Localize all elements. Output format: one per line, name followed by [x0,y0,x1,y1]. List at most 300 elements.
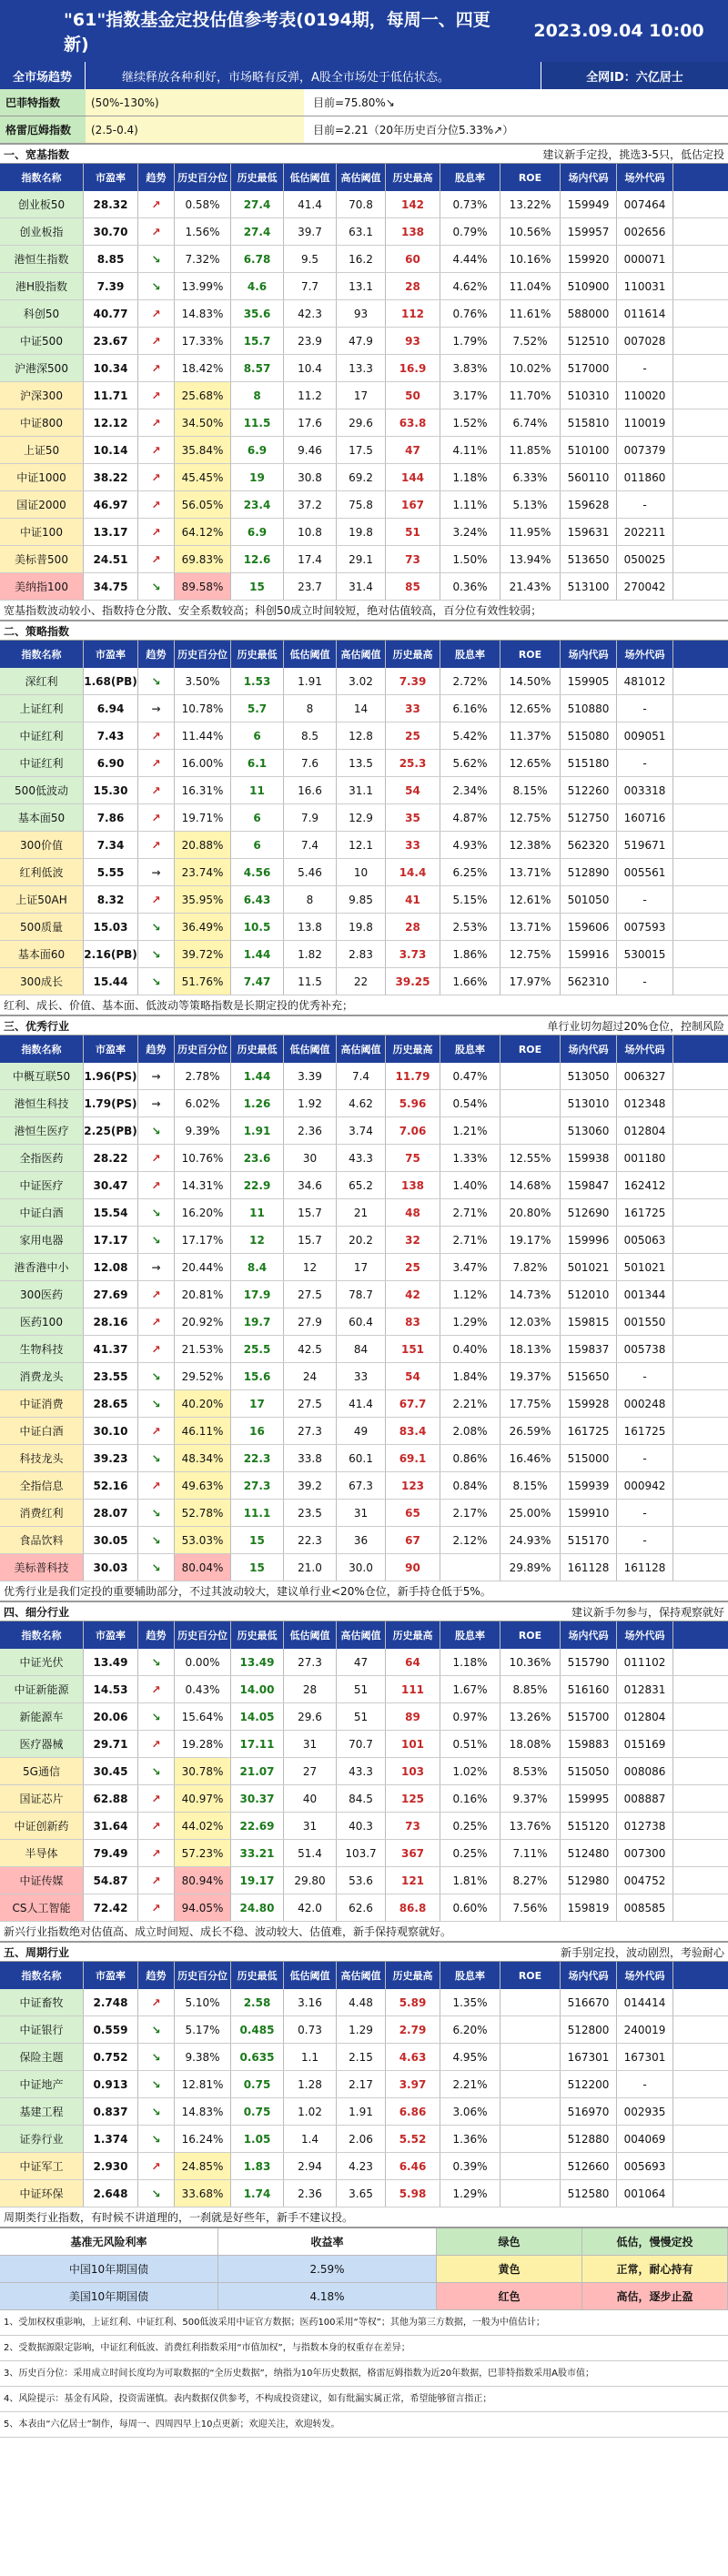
cell-hist-low: 27.3 [231,1472,284,1499]
cell-dividend: 4.95% [440,2044,500,2070]
cell-trend: → [138,1090,175,1116]
table-row[interactable] [0,218,728,246]
table-row[interactable] [0,2153,728,2180]
cell-high-threshold: 36 [337,1527,386,1553]
cell-low-threshold: 27.3 [284,1418,337,1444]
table-row[interactable] [0,1840,728,1867]
cell-dividend: 0.76% [440,300,500,327]
cell-hist-low: 11 [231,1199,284,1226]
cell-exchange-code: 515180 [561,750,617,776]
table-row[interactable] [0,832,728,859]
index-sections [0,144,728,2227]
cell-trend: ↗ [138,1867,175,1894]
cell-hist-low: 21.07 [231,1758,284,1784]
column-header: 股息率 [440,164,500,191]
cell-low-threshold: 1.91 [284,668,337,694]
table-row[interactable] [0,300,728,328]
cell-hist-low: 27.4 [231,218,284,245]
cell-high-threshold: 31.1 [337,777,386,803]
cell-high-threshold: 63.1 [337,218,386,245]
table-row[interactable] [0,1989,728,2016]
cell-dividend: 4.93% [440,832,500,858]
column-header: 场内代码 [561,1035,617,1063]
cell-otc-code: 002935 [617,2098,673,2125]
cell-exchange-code: 512980 [561,1867,617,1894]
cell-trend: ↗ [138,1731,175,1757]
table-row[interactable] [0,777,728,804]
cell-low-threshold: 24 [284,1363,337,1389]
cell-dividend: 0.25% [440,1813,500,1839]
cell-hist-low: 12.6 [231,546,284,572]
cell-exchange-code: 513060 [561,1117,617,1144]
cell-roe [500,1117,561,1144]
cell-roe [500,2071,561,2097]
cell-trend: ↗ [138,1894,175,1921]
column-header-row [0,1035,728,1063]
table-row[interactable] [0,1676,728,1703]
author-id: 全网ID：六亿居士 [541,62,728,89]
cell-high-threshold: 12.9 [337,804,386,831]
section-advice: 单行业切勿超过20%仓位，控制风险 [547,1019,724,1033]
cell-roe: 12.75% [500,804,561,831]
cell-otc-code: 501021 [617,1254,673,1280]
column-header: 高估阈值 [337,1962,386,1989]
column-header: 历史最高 [386,1962,440,1989]
cell-hist-low: 6 [231,832,284,858]
cell-exchange-code: 513050 [561,1063,617,1089]
table-row[interactable] [0,2071,728,2098]
cell-otc-code: 011614 [617,300,673,327]
cell-percentile: 80.94% [175,1867,231,1894]
table-row[interactable] [0,491,728,519]
column-header: 指数名称 [0,1621,84,1649]
cell-roe: 20.80% [500,1199,561,1226]
section-advice: 建议新手定投，挑选3-5只，低估定投 [542,147,724,161]
table-row[interactable] [0,941,728,968]
cell-dividend: 2.08% [440,1418,500,1444]
table-row[interactable] [0,1894,728,1922]
cell-pe: 15.03 [84,914,138,940]
column-header-row [0,164,728,191]
cell-trend: ↗ [138,2153,175,2179]
table-row[interactable] [0,1500,728,1527]
cell-high-threshold: 16.2 [337,246,386,272]
cell-exchange-code: 515170 [561,1527,617,1553]
table-row[interactable] [0,1117,728,1145]
column-header: 场内代码 [561,164,617,191]
table-row[interactable] [0,722,728,750]
cell-hist-high: 112 [386,300,440,327]
cell-high-threshold: 13.5 [337,750,386,776]
table-row[interactable] [0,668,728,695]
cell-trend: ↗ [138,886,175,913]
cell-pe: 54.87 [84,1867,138,1894]
section-header [0,1942,728,1962]
cell-hist-high: 4.63 [386,2044,440,2070]
cell-roe: 13.22% [500,191,561,217]
cell-low-threshold: 39.7 [284,218,337,245]
cell-high-threshold: 47.9 [337,328,386,354]
table-row[interactable] [0,1363,728,1390]
table-row[interactable] [0,1145,728,1172]
table-row[interactable] [0,1308,728,1336]
cell-exchange-code: 512200 [561,2071,617,2097]
cell-roe: 10.02% [500,355,561,381]
cell-trend: ↘ [138,2126,175,2152]
cell-name: 中证环保 [0,2180,84,2207]
cell-hist-low: 22.9 [231,1172,284,1198]
table-row[interactable] [0,437,728,464]
cell-pe: 12.08 [84,1254,138,1280]
table-row[interactable] [0,2126,728,2153]
cell-name: 中证红利 [0,750,84,776]
cell-trend: ↗ [138,218,175,245]
table-row[interactable] [0,2098,728,2126]
cell-low-threshold: 1.82 [284,941,337,967]
table-row[interactable] [0,1090,728,1117]
table-row[interactable] [0,886,728,914]
cell-percentile: 18.42% [175,355,231,381]
table-row[interactable] [0,750,728,777]
table-row[interactable] [0,1281,728,1308]
cell-pe: 62.88 [84,1785,138,1812]
cell-exchange-code: 512510 [561,328,617,354]
cell-high-threshold: 29.1 [337,546,386,572]
cell-hist-low: 7.47 [231,968,284,995]
cell-trend: ↘ [138,1703,175,1730]
cell-trend: ↗ [138,777,175,803]
table-row[interactable] [0,1731,728,1758]
cell-hist-low: 1.83 [231,2153,284,2179]
cell-otc-code: - [617,750,673,776]
cell-hist-high: 5.98 [386,2180,440,2207]
column-header-row [0,1621,728,1649]
cell-hist-high: 47 [386,437,440,463]
table-row[interactable] [0,2016,728,2044]
cell-trend: ↘ [138,1227,175,1253]
cell-pe: 20.06 [84,1703,138,1730]
cell-hist-low: 15.6 [231,1363,284,1389]
cell-otc-code: - [617,1500,673,1526]
cell-dividend: 0.60% [440,1894,500,1921]
cell-high-threshold: 65.2 [337,1172,386,1198]
cell-percentile: 9.39% [175,1117,231,1144]
cell-otc-code: 161725 [617,1199,673,1226]
table-row[interactable] [0,1227,728,1254]
table-row[interactable] [0,1527,728,1554]
cell-exchange-code: 562320 [561,832,617,858]
cell-high-threshold: 51 [337,1676,386,1702]
cell-high-threshold: 40.3 [337,1813,386,1839]
cell-hist-low: 6.78 [231,246,284,272]
cell-hist-low: 0.75 [231,2098,284,2125]
column-header: 场外代码 [617,641,673,668]
footnote: 4、风险提示：基金有风险，投资需谨慎。表内数据仅供参考，不构成投资建议，如有纰漏实属正常，希望能够留言指正； [0,2387,728,2412]
cell-pe: 1.79(PS) [84,1090,138,1116]
cell-name: 上证红利 [0,695,84,722]
cell-otc-code: - [617,491,673,518]
column-header: 场外代码 [617,1035,673,1063]
cell-percentile: 3.50% [175,668,231,694]
cell-percentile: 15.64% [175,1703,231,1730]
cell-low-threshold: 16.6 [284,777,337,803]
cell-name: 中证800 [0,409,84,436]
table-row[interactable] [0,273,728,300]
cell-exchange-code: 588000 [561,300,617,327]
cell-percentile: 80.04% [175,1554,231,1581]
column-header: ROE [500,1621,561,1649]
column-header: 历史最高 [386,1621,440,1649]
cell-otc-code: 240019 [617,2016,673,2043]
cell-low-threshold: 9.46 [284,437,337,463]
cell-dividend: 0.16% [440,1785,500,1812]
cell-trend: ↗ [138,491,175,518]
cell-otc-code: 008086 [617,1758,673,1784]
cell-high-threshold: 17 [337,382,386,409]
table-row[interactable] [0,355,728,382]
column-header: 趋势 [138,1621,175,1649]
cell-otc-code: 001344 [617,1281,673,1308]
cell-low-threshold: 21.0 [284,1554,337,1581]
cell-roe: 8.53% [500,1758,561,1784]
cell-name: 国证2000 [0,491,84,518]
cell-high-threshold: 2.83 [337,941,386,967]
table-row[interactable] [0,409,728,437]
cell-trend: → [138,859,175,885]
cell-percentile: 51.76% [175,968,231,995]
cell-trend: ↘ [138,2180,175,2207]
table-row[interactable] [0,464,728,491]
cell-roe: 6.74% [500,409,561,436]
cell-name: 港恒生科技 [0,1090,84,1116]
cell-pe: 30.10 [84,1418,138,1444]
table-row[interactable] [0,546,728,573]
cell-exchange-code: 159819 [561,1894,617,1921]
market-trend-label: 全市场趋势 [0,62,86,89]
section-header [0,144,728,164]
cell-hist-high: 48 [386,1199,440,1226]
legend-row [0,2283,728,2310]
cell-exchange-code: 512890 [561,859,617,885]
cell-dividend: 2.71% [440,1199,500,1226]
cell-dividend: 2.72% [440,668,500,694]
cell-percentile: 94.05% [175,1894,231,1921]
column-header: 历史最低 [231,1035,284,1063]
cell-percentile: 2.78% [175,1063,231,1089]
cell-dividend: 1.35% [440,1989,500,2015]
cell-low-threshold: 30.8 [284,464,337,490]
table-row[interactable] [0,2044,728,2071]
cell-roe: 13.94% [500,546,561,572]
cell-roe: 7.52% [500,328,561,354]
column-header: 低估阈值 [284,1962,337,1989]
cell-percentile: 29.52% [175,1363,231,1389]
table-row[interactable] [0,1254,728,1281]
cell-trend: → [138,1254,175,1280]
table-row[interactable] [0,1445,728,1472]
cell-percentile: 52.78% [175,1500,231,1526]
cell-trend: ↘ [138,1199,175,1226]
cell-low-threshold: 42.0 [284,1894,337,1921]
cell-roe: 13.76% [500,1813,561,1839]
cell-otc-code: 050025 [617,546,673,572]
reference-range: (2.5-0.4) [86,116,304,143]
cell-dividend: 0.51% [440,1731,500,1757]
cell-low-threshold: 27 [284,1758,337,1784]
cell-trend: ↘ [138,1117,175,1144]
table-row[interactable] [0,1063,728,1090]
cell-percentile: 14.31% [175,1172,231,1198]
cell-percentile: 35.84% [175,437,231,463]
cell-hist-low: 15 [231,1554,284,1581]
cell-dividend: 2.17% [440,1500,500,1526]
cell-hist-high: 28 [386,273,440,299]
cell-trend: ↗ [138,1336,175,1362]
cell-hist-high: 14.4 [386,859,440,885]
cell-low-threshold: 41.4 [284,191,337,217]
cell-roe: 21.43% [500,573,561,600]
cell-name: 中证光伏 [0,1649,84,1675]
cell-exchange-code: 167301 [561,2044,617,2070]
cell-exchange-code: 159916 [561,941,617,967]
cell-hist-low: 24.80 [231,1894,284,1921]
cell-roe: 8.15% [500,777,561,803]
cell-high-threshold: 69.2 [337,464,386,490]
column-header: 高估阈值 [337,164,386,191]
table-row[interactable] [0,382,728,409]
cell-high-threshold: 30.0 [337,1554,386,1581]
cell-otc-code: - [617,1363,673,1389]
cell-high-threshold: 10 [337,859,386,885]
cell-dividend: 1.33% [440,1145,500,1171]
cell-trend: ↘ [138,1500,175,1526]
cell-hist-high: 101 [386,1731,440,1757]
cell-high-threshold: 21 [337,1199,386,1226]
cell-hist-high: 83 [386,1308,440,1335]
cell-pe: 30.45 [84,1758,138,1784]
cell-hist-high: 25 [386,1254,440,1280]
cell-roe: 18.08% [500,1731,561,1757]
cell-dividend: 2.12% [440,1527,500,1553]
cell-percentile: 16.00% [175,750,231,776]
cell-hist-low: 0.485 [231,2016,284,2043]
table-row[interactable] [0,968,728,995]
table-row[interactable] [0,1785,728,1813]
table-row[interactable] [0,1418,728,1445]
cell-pe: 23.67 [84,328,138,354]
table-row[interactable] [0,1758,728,1785]
update-datetime: 2023.09.04 10:00 [533,21,704,41]
legend-rate-name: 美国10年期国债 [0,2283,218,2310]
cell-name: 家用电器 [0,1227,84,1253]
column-header-row [0,1962,728,1989]
cell-hist-high: 125 [386,1785,440,1812]
table-row[interactable] [0,804,728,832]
table-row[interactable] [0,246,728,273]
column-header: 历史百分位 [175,1035,231,1063]
cell-name: 基本面60 [0,941,84,967]
cell-low-threshold: 27.3 [284,1649,337,1675]
table-row[interactable] [0,191,728,218]
cell-low-threshold: 7.9 [284,804,337,831]
table-row[interactable] [0,519,728,546]
cell-pe: 10.14 [84,437,138,463]
table-row[interactable] [0,1554,728,1581]
table-row[interactable] [0,859,728,886]
cell-exchange-code: 159905 [561,668,617,694]
cell-pe: 34.75 [84,573,138,600]
column-header: 低估阈值 [284,1621,337,1649]
cell-low-threshold: 1.02 [284,2098,337,2125]
column-header: 历史最低 [231,164,284,191]
table-row[interactable] [0,914,728,941]
table-row[interactable] [0,2180,728,2207]
cell-hist-low: 1.05 [231,2126,284,2152]
cell-pe: 0.837 [84,2098,138,2125]
cell-dividend: 2.71% [440,1227,500,1253]
cell-pe: 13.17 [84,519,138,545]
cell-otc-code: 000248 [617,1390,673,1417]
cell-exchange-code: 515700 [561,1703,617,1730]
cell-hist-high: 64 [386,1649,440,1675]
table-row[interactable] [0,1813,728,1840]
cell-name: 科创50 [0,300,84,327]
cell-percentile: 69.83% [175,546,231,572]
cell-roe: 7.82% [500,1254,561,1280]
cell-name: 基本面50 [0,804,84,831]
cell-pe: 2.930 [84,2153,138,2179]
column-header: 市盈率 [84,164,138,191]
table-row[interactable] [0,1703,728,1731]
cell-percentile: 6.02% [175,1090,231,1116]
cell-low-threshold: 34.6 [284,1172,337,1198]
cell-percentile: 20.88% [175,832,231,858]
table-row[interactable] [0,695,728,722]
reference-current: 目前=75.80%↘ [313,96,395,109]
table-row[interactable] [0,328,728,355]
cell-trend: ↗ [138,519,175,545]
cell-trend: ↗ [138,1785,175,1812]
table-row[interactable] [0,1649,728,1676]
table-row[interactable] [0,573,728,601]
column-header: 指数名称 [0,1962,84,1989]
cell-low-threshold: 42.3 [284,300,337,327]
cell-hist-low: 11 [231,777,284,803]
cell-low-threshold: 1.1 [284,2044,337,2070]
section-title: 一、宽基指数 [4,147,70,161]
cell-hist-high: 3.73 [386,941,440,967]
table-row[interactable] [0,1472,728,1500]
cell-trend: ↗ [138,328,175,354]
cell-name: 新能源车 [0,1703,84,1730]
cell-otc-code: 007300 [617,1840,673,1866]
cell-percentile: 9.38% [175,2044,231,2070]
cell-trend: ↗ [138,722,175,749]
cell-roe: 12.75% [500,941,561,967]
table-row[interactable] [0,1172,728,1199]
cell-hist-high: 73 [386,1813,440,1839]
table-row[interactable] [0,1336,728,1363]
cell-hist-low: 4.56 [231,859,284,885]
table-row[interactable] [0,1390,728,1418]
cell-low-threshold: 22.3 [284,1527,337,1553]
table-row[interactable] [0,1199,728,1227]
cell-high-threshold: 62.6 [337,1894,386,1921]
cell-pe: 28.07 [84,1500,138,1526]
table-row[interactable] [0,1867,728,1894]
cell-pe: 10.34 [84,355,138,381]
cell-otc-code: 011102 [617,1649,673,1675]
